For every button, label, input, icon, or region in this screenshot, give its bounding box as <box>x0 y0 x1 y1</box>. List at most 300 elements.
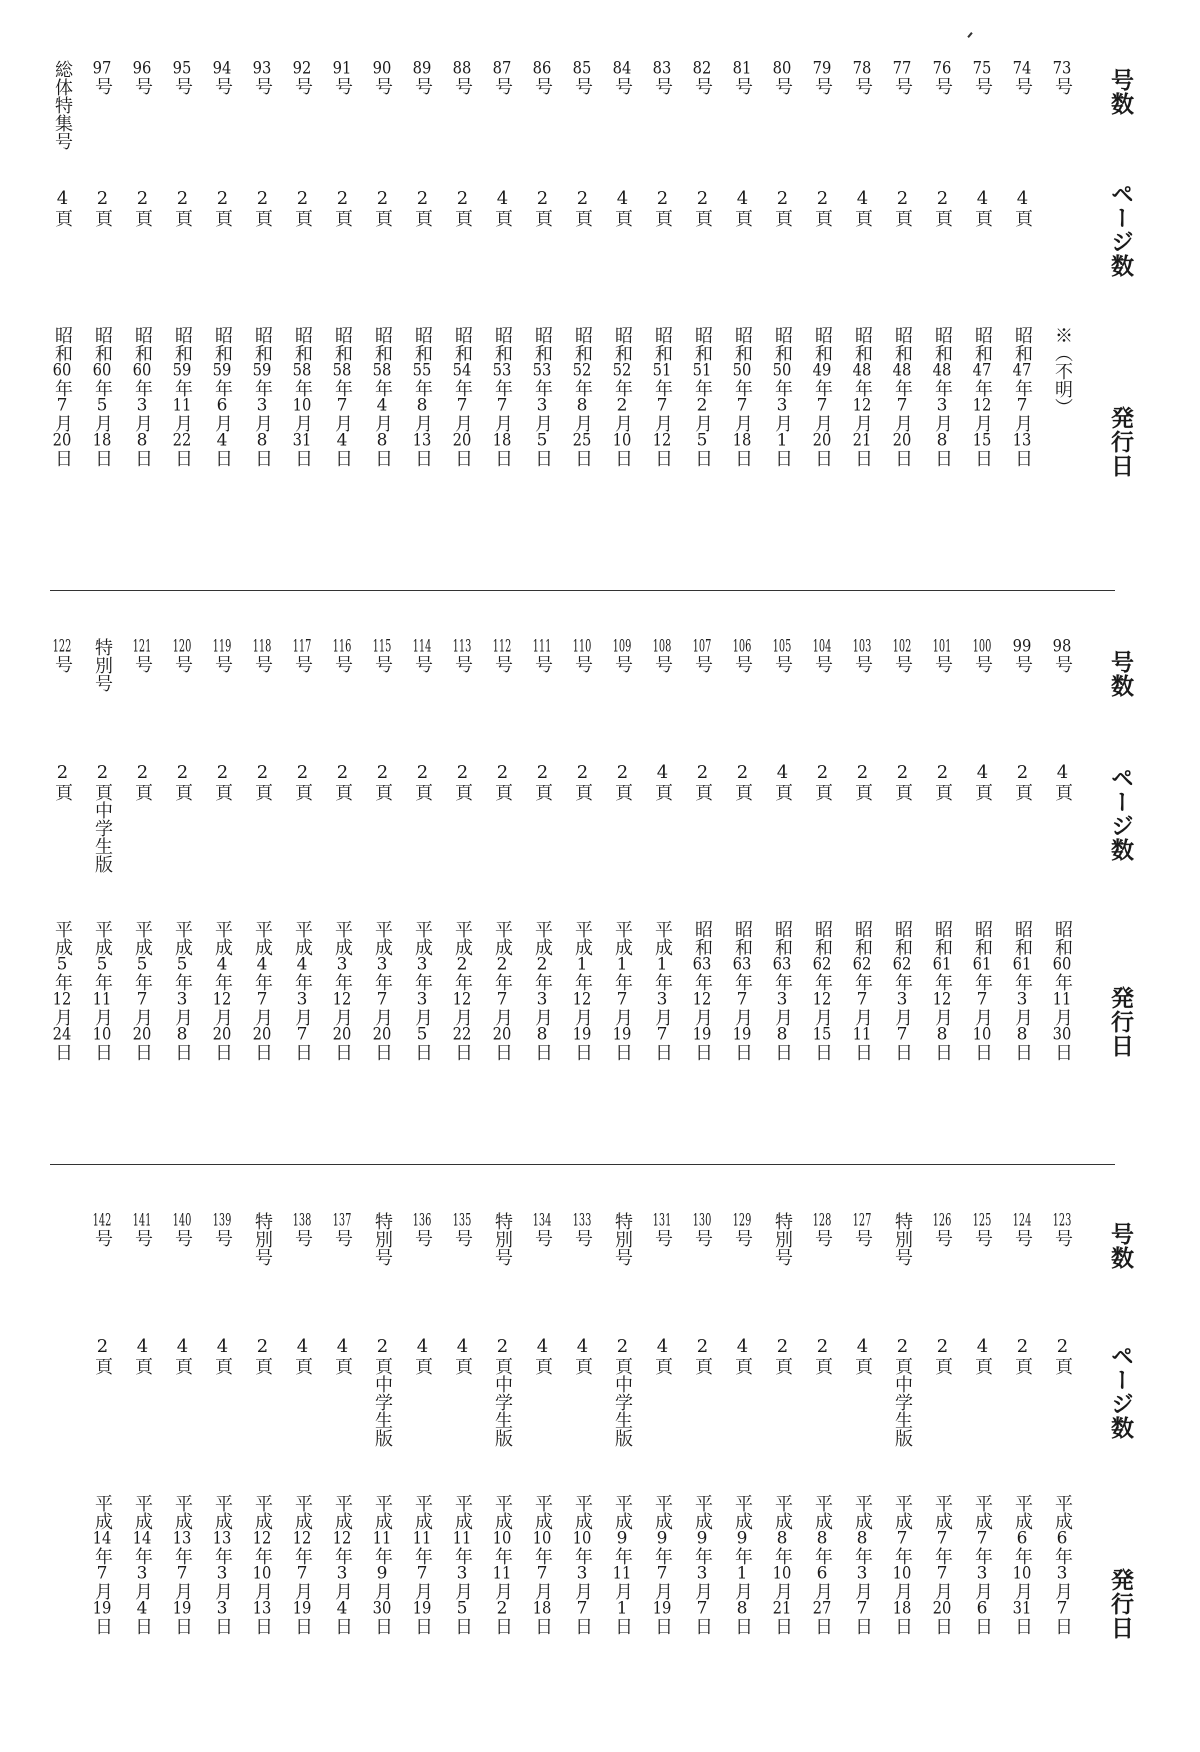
date-cell: 平成9年3月7日 <box>692 1494 713 1635</box>
table-row <box>762 60 802 580</box>
pages-cell: 4頁 <box>452 1336 473 1375</box>
issue-cell: 116号 <box>332 638 353 673</box>
pages-cell: 2頁 <box>572 188 593 227</box>
table-row <box>42 638 82 1158</box>
section-1 <box>50 60 1140 580</box>
header-issue: 号数 <box>1107 650 1133 698</box>
pages-cell: 2頁 <box>812 188 833 227</box>
pages-cell: 2頁 <box>212 762 233 801</box>
table-row <box>562 60 602 580</box>
pages-cell: 2頁 <box>932 762 953 801</box>
date-cell: 平成2年7月20日 <box>492 920 513 1061</box>
pages-cell: 2頁中学生版 <box>92 762 113 873</box>
table-row <box>602 1212 642 1732</box>
date-cell: ※（不明） <box>1052 326 1073 416</box>
issue-cell: 130号 <box>692 1212 713 1247</box>
date-cell: 昭和59年6月4日 <box>212 326 233 467</box>
date-cell: 平成1年12月19日 <box>572 920 593 1061</box>
pages-cell: 2頁 <box>372 188 393 227</box>
table-row <box>642 60 682 580</box>
issue-cell: 特別号 <box>772 1212 793 1266</box>
table-row <box>562 1212 602 1732</box>
date-cell: 平成14年3月4日 <box>132 1494 153 1635</box>
date-cell: 昭和59年3月8日 <box>252 326 273 467</box>
date-cell: 昭和62年12月15日 <box>812 920 833 1061</box>
table-row <box>922 60 962 580</box>
pages-cell: 2頁 <box>492 762 513 801</box>
date-cell: 昭和58年4月8日 <box>372 326 393 467</box>
date-cell: 平成11年9月30日 <box>372 1494 393 1635</box>
date-cell: 昭和53年7月18日 <box>492 326 513 467</box>
table-row <box>762 638 802 1158</box>
table-row <box>962 1212 1002 1732</box>
issue-cell: 総体特集号 <box>52 60 73 150</box>
table-row <box>162 60 202 580</box>
issue-cell: 99号 <box>1012 638 1033 673</box>
date-cell: 平成14年7月19日 <box>92 1494 113 1635</box>
table-row <box>842 638 882 1158</box>
issue-cell: 110号 <box>572 638 593 673</box>
pages-cell: 2頁中学生版 <box>372 1336 393 1447</box>
pages-cell: 4頁 <box>972 188 993 227</box>
pages-cell: 4頁 <box>492 188 513 227</box>
date-cell: 昭和63年12月19日 <box>692 920 713 1061</box>
date-cell: 昭和62年7月11日 <box>852 920 873 1061</box>
pages-cell: 4頁 <box>852 1336 873 1375</box>
issue-cell: 特別号 <box>612 1212 633 1266</box>
date-cell: 昭和49年7月20日 <box>812 326 833 467</box>
issue-cell: 113号 <box>452 638 473 673</box>
pages-cell: 4頁 <box>652 1336 673 1375</box>
table-row <box>362 1212 402 1732</box>
date-cell: 平成7年10月18日 <box>892 1494 913 1635</box>
date-cell: 昭和52年2月10日 <box>612 326 633 467</box>
issue-cell: 122号 <box>52 638 73 673</box>
pages-cell: 4頁 <box>612 188 633 227</box>
pages-cell: 2頁中学生版 <box>492 1336 513 1447</box>
pages-cell: 2頁 <box>772 188 793 227</box>
issue-cell: 139号 <box>212 1212 233 1247</box>
pages-cell: 4頁 <box>172 1336 193 1375</box>
table-row <box>802 638 842 1158</box>
issue-cell: 112号 <box>492 638 513 673</box>
table-row <box>402 60 442 580</box>
pages-cell: 2頁 <box>692 762 713 801</box>
date-cell: 昭和60年3月8日 <box>132 326 153 467</box>
table-row <box>1042 60 1082 580</box>
date-cell: 平成10年11月2日 <box>492 1494 513 1635</box>
table-row <box>442 638 482 1158</box>
date-cell: 平成11年3月5日 <box>452 1494 473 1635</box>
table-row <box>42 60 82 580</box>
date-cell: 昭和61年12月8日 <box>932 920 953 1061</box>
issue-cell: 119号 <box>212 638 233 673</box>
issue-cell: 96号 <box>132 60 153 95</box>
pages-cell: 4頁 <box>212 1336 233 1375</box>
table-row <box>882 638 922 1158</box>
table-row <box>842 1212 882 1732</box>
date-cell: 昭和60年11月30日 <box>1052 920 1073 1061</box>
date-cell: 平成5年12月24日 <box>52 920 73 1061</box>
date-cell: 平成10年7月18日 <box>532 1494 553 1635</box>
issue-cell: 91号 <box>332 60 353 95</box>
date-cell: 平成9年7月19日 <box>652 1494 673 1635</box>
issue-cell: 85号 <box>572 60 593 95</box>
date-cell: 平成6年3月7日 <box>1052 1494 1073 1635</box>
table-row <box>1002 60 1042 580</box>
pages-cell: 2頁 <box>932 1336 953 1375</box>
pages-cell: 4頁 <box>132 1336 153 1375</box>
header-column <box>1102 60 1138 580</box>
issue-cell: 111号 <box>532 638 553 673</box>
pages-cell: 4頁 <box>732 1336 753 1375</box>
header-column <box>1102 1212 1138 1732</box>
pages-cell: 4頁 <box>1012 188 1033 227</box>
pages-cell: 2頁 <box>452 188 473 227</box>
table-row <box>122 638 162 1158</box>
date-cell: 昭和48年3月8日 <box>932 326 953 467</box>
table-row <box>922 638 962 1158</box>
pages-cell: 2頁 <box>1012 762 1033 801</box>
table-row <box>482 1212 522 1732</box>
table-row <box>762 1212 802 1732</box>
table-row <box>682 60 722 580</box>
pages-cell: 4頁 <box>652 762 673 801</box>
issue-cell: 107号 <box>692 638 713 673</box>
pages-cell: 4頁 <box>1052 762 1073 801</box>
issue-cell: 86号 <box>532 60 553 95</box>
date-cell: 平成1年7月19日 <box>612 920 633 1061</box>
pages-cell: 2頁 <box>132 188 153 227</box>
date-cell: 平成3年3月5日 <box>412 920 433 1061</box>
pages-cell: 2頁中学生版 <box>612 1336 633 1447</box>
table-row <box>122 60 162 580</box>
pages-cell: 2頁 <box>412 762 433 801</box>
date-cell: 平成8年6月27日 <box>812 1494 833 1635</box>
issue-cell: 125号 <box>972 1212 993 1247</box>
date-cell: 平成2年3月8日 <box>532 920 553 1061</box>
pages-cell: 2頁 <box>1052 1336 1073 1375</box>
issue-cell: 特別号 <box>92 638 113 692</box>
pages-cell: 2頁 <box>652 188 673 227</box>
date-cell: 昭和54年7月20日 <box>452 326 473 467</box>
header-column <box>1102 638 1138 1158</box>
pages-cell: 2頁 <box>412 188 433 227</box>
issue-cell: 141号 <box>132 1212 153 1247</box>
date-cell: 昭和62年3月7日 <box>892 920 913 1061</box>
table-row <box>402 1212 442 1732</box>
issue-cell: 84号 <box>612 60 633 95</box>
date-cell: 平成11年7月19日 <box>412 1494 433 1635</box>
date-cell: 平成5年11月10日 <box>92 920 113 1061</box>
pages-cell: 2頁 <box>892 188 913 227</box>
date-cell: 昭和58年10月31日 <box>292 326 313 467</box>
date-cell: 昭和59年11月22日 <box>172 326 193 467</box>
table-row <box>642 1212 682 1732</box>
issue-cell: 128号 <box>812 1212 833 1247</box>
date-cell: 平成7年3月6日 <box>972 1494 993 1635</box>
date-cell: 平成13年7月19日 <box>172 1494 193 1635</box>
section-3 <box>50 1212 1140 1732</box>
table-row <box>962 638 1002 1158</box>
issue-cell: 76号 <box>932 60 953 95</box>
pages-cell: 4頁 <box>852 188 873 227</box>
table-row <box>442 1212 482 1732</box>
issue-cell: 78号 <box>852 60 873 95</box>
pages-cell: 2頁 <box>92 188 113 227</box>
issue-cell: 88号 <box>452 60 473 95</box>
issue-cell: 103号 <box>852 638 873 673</box>
date-cell: 平成12年10月13日 <box>252 1494 273 1635</box>
header-date: 発行日 <box>1107 406 1133 478</box>
table-row <box>322 60 362 580</box>
pages-cell: 2頁 <box>1012 1336 1033 1375</box>
issue-cell: 109号 <box>612 638 633 673</box>
table-row <box>482 60 522 580</box>
table-row <box>1042 1212 1082 1732</box>
table-row <box>442 60 482 580</box>
date-cell: 平成12年7月19日 <box>292 1494 313 1635</box>
issue-cell: 129号 <box>732 1212 753 1247</box>
issue-cell: 135号 <box>452 1212 473 1247</box>
header-date: 発行日 <box>1107 986 1133 1058</box>
table-row <box>802 1212 842 1732</box>
table-row <box>842 60 882 580</box>
header-pages: ページ数 <box>1107 1344 1133 1440</box>
date-cell: 平成1年3月7日 <box>652 920 673 1061</box>
pages-cell: 2頁 <box>292 188 313 227</box>
issue-cell: 140号 <box>172 1212 193 1247</box>
table-row <box>642 638 682 1158</box>
table-row <box>1002 1212 1042 1732</box>
pages-cell: 2頁 <box>812 1336 833 1375</box>
pages-cell: 2頁 <box>172 762 193 801</box>
table-row <box>522 1212 562 1732</box>
table-row <box>522 60 562 580</box>
date-cell: 平成2年12月22日 <box>452 920 473 1061</box>
pages-cell: 2頁 <box>532 762 553 801</box>
table-row <box>162 638 202 1158</box>
pages-cell: 4頁 <box>972 1336 993 1375</box>
issue-cell: 94号 <box>212 60 233 95</box>
issue-cell: 114号 <box>412 638 433 673</box>
pages-cell: 2頁 <box>252 1336 273 1375</box>
date-cell: 昭和51年7月12日 <box>652 326 673 467</box>
issue-cell: 74号 <box>1012 60 1033 95</box>
date-cell: 昭和50年7月18日 <box>732 326 753 467</box>
pages-cell: 4頁 <box>292 1336 313 1375</box>
issue-cell: 133号 <box>572 1212 593 1247</box>
issue-cell: 123号 <box>1052 1212 1073 1247</box>
issue-cell: 101号 <box>932 638 953 673</box>
date-cell: 平成5年3月8日 <box>172 920 193 1061</box>
date-cell: 昭和48年7月20日 <box>892 326 913 467</box>
date-cell: 平成3年7月20日 <box>372 920 393 1061</box>
pages-cell: 2頁 <box>212 188 233 227</box>
issue-cell: 126号 <box>932 1212 953 1247</box>
table-row <box>722 638 762 1158</box>
pages-cell: 2頁 <box>932 188 953 227</box>
date-cell: 昭和63年7月19日 <box>732 920 753 1061</box>
header-date: 発行日 <box>1107 1568 1133 1640</box>
pages-cell: 2頁 <box>892 762 913 801</box>
table-row <box>202 60 242 580</box>
table-row <box>362 60 402 580</box>
issue-cell: 108号 <box>652 638 673 673</box>
table-row <box>1002 638 1042 1158</box>
pages-cell: 4頁 <box>772 762 793 801</box>
date-cell: 平成6年10月31日 <box>1012 1494 1033 1635</box>
issue-cell: 127号 <box>852 1212 873 1247</box>
table-row <box>242 60 282 580</box>
issue-cell: 136号 <box>412 1212 433 1247</box>
table-row <box>282 60 322 580</box>
header-issue: 号数 <box>1107 1222 1133 1270</box>
issue-cell: 117号 <box>292 638 313 673</box>
pages-cell: 2頁 <box>692 188 713 227</box>
issue-cell: 83号 <box>652 60 673 95</box>
date-cell: 平成7年7月20日 <box>932 1494 953 1635</box>
issue-cell: 138号 <box>292 1212 313 1247</box>
table-row <box>962 60 1002 580</box>
date-cell: 平成9年1月8日 <box>732 1494 753 1635</box>
pages-cell: 2頁 <box>292 762 313 801</box>
table-row <box>242 638 282 1158</box>
table-row <box>602 638 642 1158</box>
divider-rule-1 <box>50 590 1115 591</box>
issue-cell: 特別号 <box>372 1212 393 1266</box>
issue-cell: 82号 <box>692 60 713 95</box>
issue-cell: 80号 <box>772 60 793 95</box>
issue-cell: 特別号 <box>492 1212 513 1266</box>
issue-cell: 特別号 <box>252 1212 273 1266</box>
table-row <box>562 638 602 1158</box>
pages-cell: 2頁 <box>692 1336 713 1375</box>
pages-cell: 4頁 <box>332 1336 353 1375</box>
issue-cell: 134号 <box>532 1212 553 1247</box>
divider-rule-2 <box>50 1164 1115 1165</box>
table-row <box>202 1212 242 1732</box>
issue-cell: 92号 <box>292 60 313 95</box>
table-row <box>882 60 922 580</box>
issue-cell: 105号 <box>772 638 793 673</box>
issue-cell: 104号 <box>812 638 833 673</box>
date-cell: 昭和47年7月13日 <box>1012 326 1033 467</box>
date-cell: 昭和50年3月1日 <box>772 326 793 467</box>
pages-cell: 2頁 <box>452 762 473 801</box>
date-cell: 平成3年12月20日 <box>332 920 353 1061</box>
date-cell: 昭和55年8月13日 <box>412 326 433 467</box>
issue-cell: 87号 <box>492 60 513 95</box>
pages-cell: 2頁 <box>372 762 393 801</box>
issue-cell: 89号 <box>412 60 433 95</box>
pages-cell: 2頁 <box>732 762 753 801</box>
date-cell: 昭和61年3月8日 <box>1012 920 1033 1061</box>
issue-cell: 106号 <box>732 638 753 673</box>
pages-cell: 4頁 <box>532 1336 553 1375</box>
table-row <box>1042 638 1082 1158</box>
table-row <box>82 638 122 1158</box>
date-cell: 昭和48年12月21日 <box>852 326 873 467</box>
issue-cell: 100号 <box>972 638 993 673</box>
table-row <box>682 638 722 1158</box>
date-cell: 昭和47年12月15日 <box>972 326 993 467</box>
pages-cell: 4頁 <box>412 1336 433 1375</box>
header-pages: ページ数 <box>1107 182 1133 278</box>
pages-cell: 4頁 <box>572 1336 593 1375</box>
date-cell: 平成4年12月20日 <box>212 920 233 1061</box>
date-cell: 昭和53年3月5日 <box>532 326 553 467</box>
date-cell: 昭和61年7月10日 <box>972 920 993 1061</box>
table-row <box>162 1212 202 1732</box>
date-cell: 昭和63年3月8日 <box>772 920 793 1061</box>
issue-cell: 115号 <box>372 638 393 673</box>
issue-cell: 118号 <box>252 638 273 673</box>
table-row <box>82 1212 122 1732</box>
pages-cell: 2頁 <box>132 762 153 801</box>
pages-cell: 2頁 <box>772 1336 793 1375</box>
date-cell: 平成9年11月1日 <box>612 1494 633 1635</box>
table-row <box>682 1212 722 1732</box>
issue-cell: 97号 <box>92 60 113 95</box>
pages-cell: 2頁 <box>812 762 833 801</box>
table-row <box>402 638 442 1158</box>
header-pages: ページ数 <box>1107 766 1133 862</box>
table-row <box>882 1212 922 1732</box>
pages-cell: 2頁 <box>852 762 873 801</box>
issue-cell: 93号 <box>252 60 273 95</box>
issue-cell: 142号 <box>92 1212 113 1247</box>
issue-cell: 95号 <box>172 60 193 95</box>
table-row <box>322 1212 362 1732</box>
stray-mark <box>967 32 972 38</box>
table-row <box>82 60 122 580</box>
pages-cell: 2頁 <box>612 762 633 801</box>
issue-cell: 73号 <box>1052 60 1073 95</box>
pages-cell: 4頁 <box>52 188 73 227</box>
pages-cell: 2頁 <box>332 762 353 801</box>
issue-cell: 79号 <box>812 60 833 95</box>
date-cell: 昭和52年8月25日 <box>572 326 593 467</box>
pages-cell: 2頁 <box>52 762 73 801</box>
issue-cell: 90号 <box>372 60 393 95</box>
table-row <box>282 1212 322 1732</box>
date-cell: 平成5年7月20日 <box>132 920 153 1061</box>
issue-cell: 特別号 <box>892 1212 913 1266</box>
issue-cell: 121号 <box>132 638 153 673</box>
table-row <box>922 1212 962 1732</box>
table-row <box>202 638 242 1158</box>
table-row <box>242 1212 282 1732</box>
date-cell: 平成12年3月4日 <box>332 1494 353 1635</box>
pages-cell: 2頁 <box>532 188 553 227</box>
date-cell: 平成4年7月20日 <box>252 920 273 1061</box>
table-row <box>362 638 402 1158</box>
table-row <box>122 1212 162 1732</box>
issue-cell: 75号 <box>972 60 993 95</box>
table-row <box>522 638 562 1158</box>
table-row <box>722 1212 762 1732</box>
header-issue: 号数 <box>1107 68 1133 116</box>
issue-cell: 77号 <box>892 60 913 95</box>
pages-cell: 2頁中学生版 <box>892 1336 913 1447</box>
table-row <box>602 60 642 580</box>
date-cell: 昭和58年7月4日 <box>332 326 353 467</box>
pages-cell: 2頁 <box>92 1336 113 1375</box>
date-cell: 昭和60年5月18日 <box>92 326 113 467</box>
pages-cell: 2頁 <box>172 188 193 227</box>
date-cell: 昭和51年2月5日 <box>692 326 713 467</box>
